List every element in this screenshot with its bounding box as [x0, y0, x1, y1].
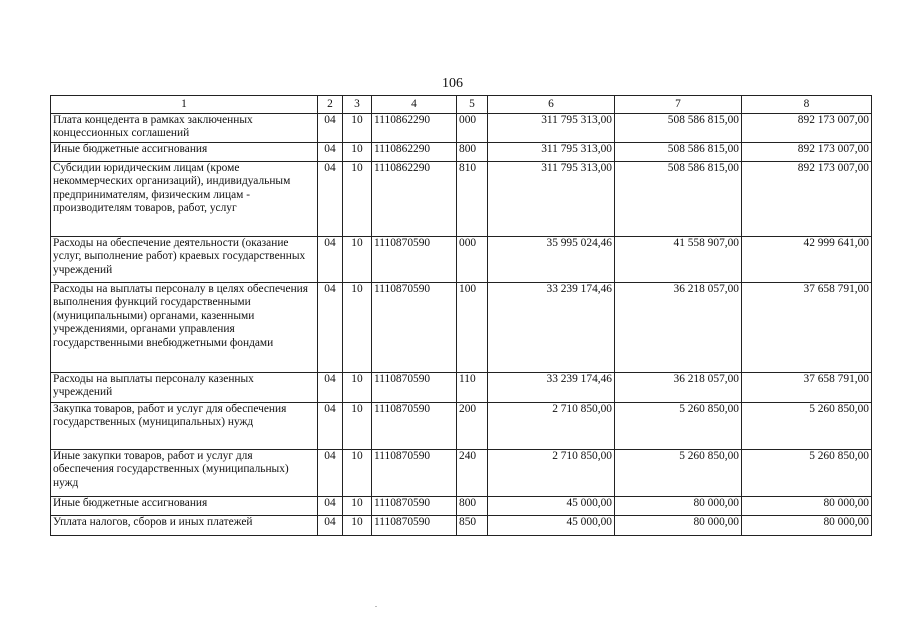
row-amount-3: 892 173 007,00	[742, 114, 872, 143]
col-header-6: 6	[488, 96, 615, 114]
row-expense-type: 810	[457, 162, 488, 237]
row-amount-3: 37 658 791,00	[742, 283, 872, 373]
row-target-article: 1110870590	[372, 450, 457, 497]
row-name: Расходы на обеспечение деятельности (оказание услуг, выполнение работ) краевых государственных учреждений	[51, 237, 318, 283]
row-amount-1: 33 239 174,46	[488, 283, 615, 373]
row-amount-2: 508 586 815,00	[615, 162, 742, 237]
row-name: Расходы на выплаты персоналу в целях обеспечения выполнения функций государственными (муниципальными) органами, казенными учреждениями, органами управления государственными внебюджетными фондами	[51, 283, 318, 373]
row-name: Расходы на выплаты персоналу казенных учреждений	[51, 373, 318, 403]
column-number-row	[51, 96, 872, 114]
row-subsection: 10	[343, 237, 372, 283]
row-target-article: 1110870590	[372, 497, 457, 516]
col-header-7: 7	[615, 96, 742, 114]
row-expense-type: 000	[457, 114, 488, 143]
row-name: Закупка товаров, работ и услуг для обеспечения государственных (муниципальных) нужд	[51, 403, 318, 450]
row-section: 04	[318, 403, 343, 450]
row-section: 04	[318, 143, 343, 162]
row-expense-type: 110	[457, 373, 488, 403]
row-expense-type: 850	[457, 516, 488, 536]
row-name: Иные бюджетные ассигнования	[51, 497, 318, 516]
table-row	[51, 143, 872, 162]
row-subsection: 10	[343, 497, 372, 516]
table-row	[51, 114, 872, 143]
row-amount-1: 35 995 024,46	[488, 237, 615, 283]
col-header-3: 3	[343, 96, 372, 114]
row-target-article: 1110862290	[372, 114, 457, 143]
row-section: 04	[318, 237, 343, 283]
row-amount-2: 5 260 850,00	[615, 450, 742, 497]
table-row	[51, 497, 872, 516]
row-subsection: 10	[343, 283, 372, 373]
row-target-article: 1110870590	[372, 373, 457, 403]
row-expense-type: 100	[457, 283, 488, 373]
row-target-article: 1110862290	[372, 143, 457, 162]
row-amount-1: 45 000,00	[488, 516, 615, 536]
row-expense-type: 800	[457, 143, 488, 162]
col-header-1: 1	[51, 96, 318, 114]
row-amount-1: 33 239 174,46	[488, 373, 615, 403]
row-amount-3: 37 658 791,00	[742, 373, 872, 403]
table-row	[51, 283, 872, 373]
row-amount-1: 2 710 850,00	[488, 450, 615, 497]
row-amount-3: 42 999 641,00	[742, 237, 872, 283]
row-amount-2: 36 218 057,00	[615, 373, 742, 403]
row-subsection: 10	[343, 450, 372, 497]
table-row	[51, 450, 872, 497]
row-section: 04	[318, 450, 343, 497]
row-amount-1: 2 710 850,00	[488, 403, 615, 450]
row-target-article: 1110870590	[372, 283, 457, 373]
row-expense-type: 800	[457, 497, 488, 516]
row-amount-1: 311 795 313,00	[488, 162, 615, 237]
row-section: 04	[318, 114, 343, 143]
row-amount-3: 892 173 007,00	[742, 162, 872, 237]
row-amount-2: 80 000,00	[615, 497, 742, 516]
row-section: 04	[318, 497, 343, 516]
row-target-article: 1110870590	[372, 403, 457, 450]
row-expense-type: 000	[457, 237, 488, 283]
row-subsection: 10	[343, 403, 372, 450]
row-amount-1: 45 000,00	[488, 497, 615, 516]
table-row	[51, 373, 872, 403]
col-header-5: 5	[457, 96, 488, 114]
row-amount-2: 36 218 057,00	[615, 283, 742, 373]
table-row	[51, 516, 872, 536]
row-section: 04	[318, 516, 343, 536]
row-subsection: 10	[343, 114, 372, 143]
row-subsection: 10	[343, 516, 372, 536]
col-header-2: 2	[318, 96, 343, 114]
budget-table	[50, 95, 872, 536]
row-name: Субсидии юридическим лицам (кроме некоммерческих организаций), индивидуальным предпринимателям, физическим лицам - производителям товаров, работ, услуг	[51, 162, 318, 237]
page-number: 106	[442, 76, 463, 91]
row-name: Уплата налогов, сборов и иных платежей	[51, 516, 318, 536]
row-amount-1: 311 795 313,00	[488, 143, 615, 162]
row-target-article: 1110870590	[372, 516, 457, 536]
row-name: Иные закупки товаров, работ и услуг для обеспечения государственных (муниципальных) нужд	[51, 450, 318, 497]
row-name: Иные бюджетные ассигнования	[51, 143, 318, 162]
col-header-4: 4	[372, 96, 457, 114]
scan-artifact	[375, 606, 377, 607]
row-name: Плата концедента в рамках заключенных концессионных соглашений	[51, 114, 318, 143]
row-subsection: 10	[343, 143, 372, 162]
row-section: 04	[318, 283, 343, 373]
row-amount-2: 508 586 815,00	[615, 114, 742, 143]
table-row	[51, 403, 872, 450]
row-amount-3: 80 000,00	[742, 516, 872, 536]
row-amount-2: 5 260 850,00	[615, 403, 742, 450]
row-subsection: 10	[343, 162, 372, 237]
col-header-8: 8	[742, 96, 872, 114]
table-row	[51, 162, 872, 237]
row-amount-3: 892 173 007,00	[742, 143, 872, 162]
row-subsection: 10	[343, 373, 372, 403]
row-amount-2: 41 558 907,00	[615, 237, 742, 283]
row-expense-type: 240	[457, 450, 488, 497]
row-target-article: 1110862290	[372, 162, 457, 237]
row-section: 04	[318, 162, 343, 237]
row-expense-type: 200	[457, 403, 488, 450]
row-amount-3: 5 260 850,00	[742, 450, 872, 497]
row-target-article: 1110870590	[372, 237, 457, 283]
table-row	[51, 237, 872, 283]
row-amount-3: 80 000,00	[742, 497, 872, 516]
row-amount-2: 80 000,00	[615, 516, 742, 536]
row-amount-2: 508 586 815,00	[615, 143, 742, 162]
row-section: 04	[318, 373, 343, 403]
row-amount-3: 5 260 850,00	[742, 403, 872, 450]
row-amount-1: 311 795 313,00	[488, 114, 615, 143]
